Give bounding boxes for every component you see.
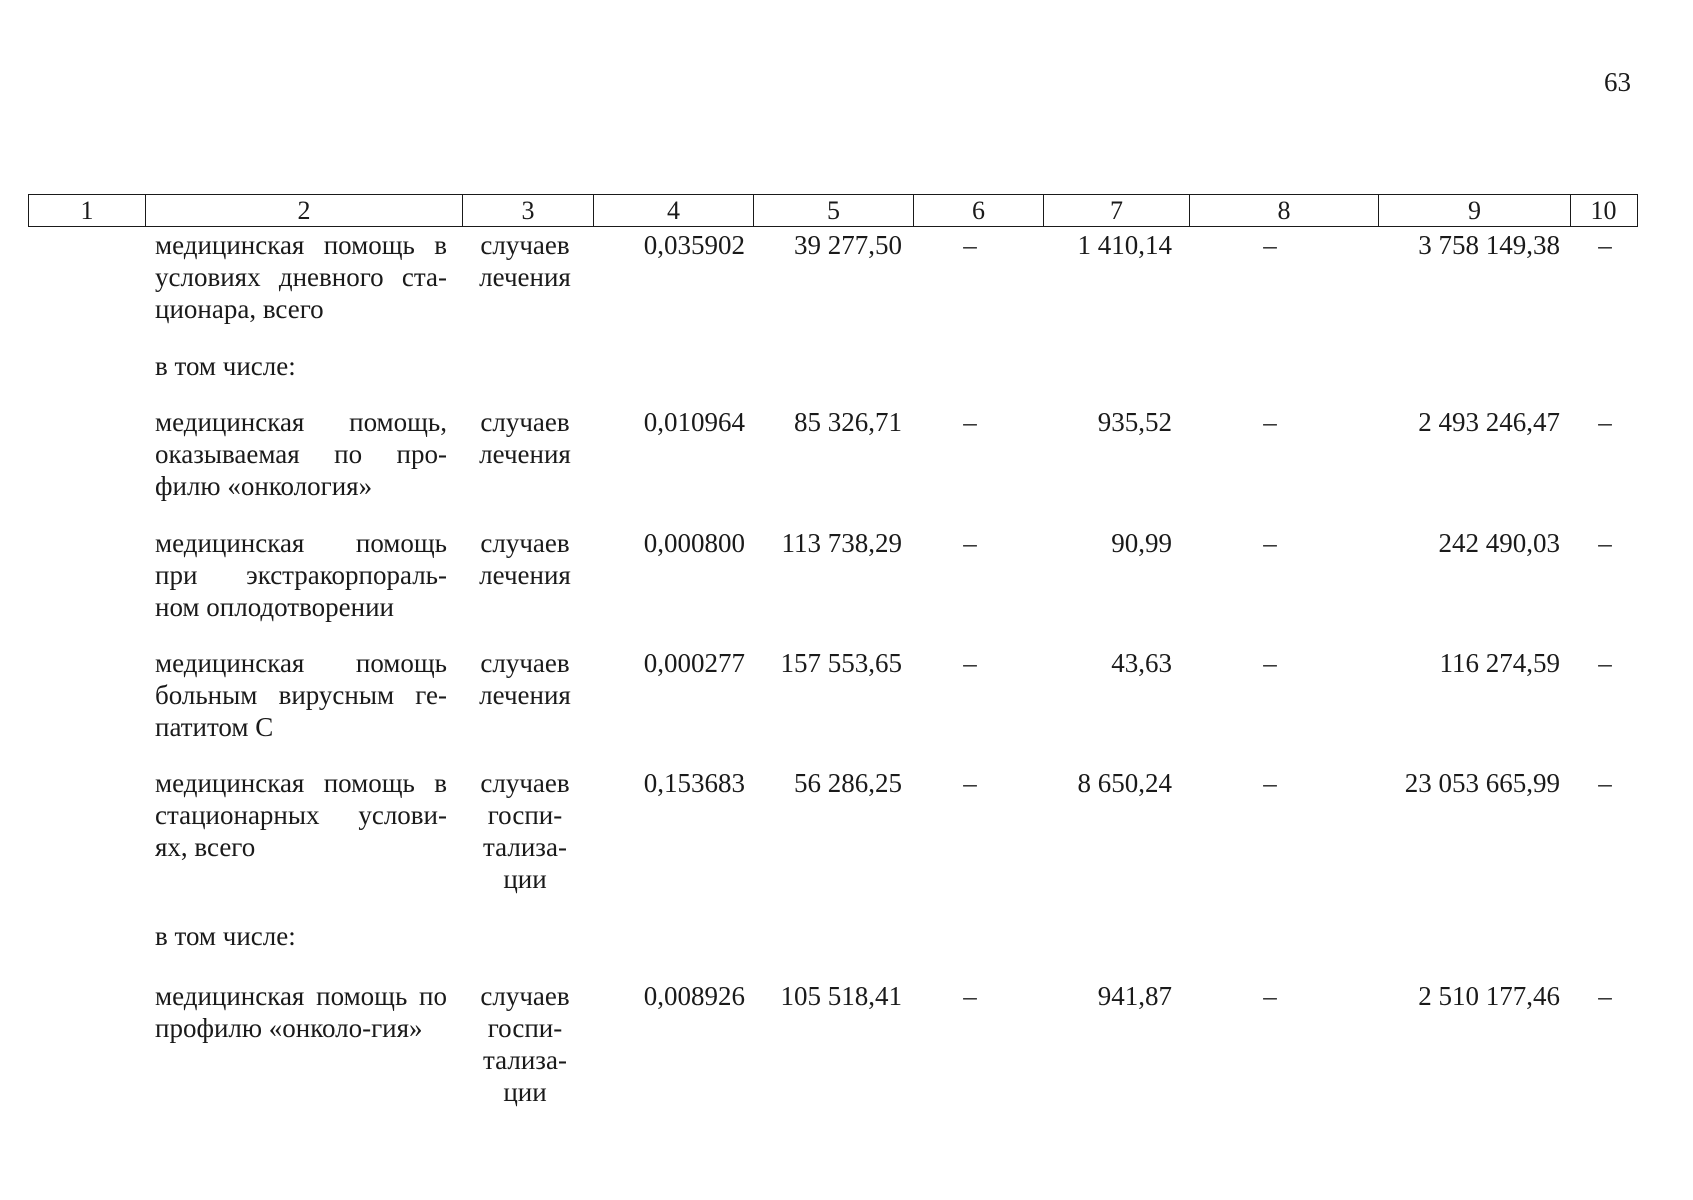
row-col-5: 113 738,29 <box>781 528 902 558</box>
row-col-5: 157 553,65 <box>780 648 902 678</box>
row-col-8: – <box>1263 528 1277 558</box>
row-col-10: – <box>1598 648 1612 678</box>
row-col-7: 43,63 <box>1111 648 1172 678</box>
subheading: в том числе: <box>155 351 296 381</box>
row-col-6: – <box>963 528 977 558</box>
row-col-7: 935,52 <box>1097 407 1172 437</box>
row-name: медицинская помощь больным вирусным ге-патитом С <box>155 648 447 742</box>
column-number-header <box>28 194 1638 227</box>
row-col-10: – <box>1598 981 1612 1011</box>
row-col-10: – <box>1598 768 1612 798</box>
row-col-5: 85 326,71 <box>794 407 902 437</box>
header-col-2: 2 <box>145 195 462 226</box>
header-col-6: 6 <box>913 195 1043 226</box>
row-col-5: 105 518,41 <box>780 981 902 1011</box>
page-number: 63 <box>1604 67 1631 97</box>
row-col-6: – <box>963 230 977 260</box>
row-unit: случаев госпи-тализа-ции <box>480 768 570 894</box>
row-col-4: 0,000277 <box>643 648 745 678</box>
row-col-8: – <box>1263 648 1277 678</box>
row-col-4: 0,153683 <box>643 768 745 798</box>
header-col-8: 8 <box>1189 195 1378 226</box>
row-unit: случаев лечения <box>479 648 571 710</box>
row-col-4: 0,035902 <box>643 230 745 260</box>
row-col-7: 1 410,14 <box>1077 230 1172 260</box>
row-unit: случаев лечения <box>479 407 571 469</box>
row-col-5: 39 277,50 <box>794 230 902 260</box>
row-col-8: – <box>1263 230 1277 260</box>
row-unit: случаев лечения <box>479 528 571 590</box>
row-col-6: – <box>963 981 977 1011</box>
row-name: медицинская помощь при экстракорпораль-ном оплодотворении <box>155 528 447 622</box>
row-col-5: 56 286,25 <box>794 768 902 798</box>
header-col-7: 7 <box>1043 195 1189 226</box>
header-col-5: 5 <box>753 195 913 226</box>
row-col-8: – <box>1263 768 1277 798</box>
row-unit: случаев лечения <box>479 230 571 292</box>
header-col-3: 3 <box>462 195 593 226</box>
row-unit: случаев госпи-тализа-ции <box>480 981 570 1107</box>
row-col-9: 116 274,59 <box>1439 648 1560 678</box>
row-col-7: 90,99 <box>1111 528 1172 558</box>
row-col-6: – <box>963 407 977 437</box>
row-name: медицинская помощь по профилю «онколо-гия» <box>155 981 447 1043</box>
row-name: медицинская помощь в стационарных услови-ях, всего <box>155 768 447 862</box>
row-name: медицинская помощь, оказываемая по про-филю «онкология» <box>155 407 447 501</box>
row-col-4: 0,000800 <box>643 528 745 558</box>
header-col-4: 4 <box>593 195 753 226</box>
subheading: в том числе: <box>155 921 296 951</box>
row-col-7: 941,87 <box>1097 981 1172 1011</box>
row-col-6: – <box>963 648 977 678</box>
row-col-10: – <box>1598 230 1612 260</box>
row-col-10: – <box>1598 528 1612 558</box>
row-col-6: – <box>963 768 977 798</box>
row-col-4: 0,008926 <box>643 981 745 1011</box>
row-col-9: 23 053 665,99 <box>1404 768 1560 798</box>
row-col-8: – <box>1263 981 1277 1011</box>
header-col-9: 9 <box>1378 195 1570 226</box>
row-col-9: 242 490,03 <box>1438 528 1560 558</box>
row-name: медицинская помощь в условиях дневного ста-ционара, всего <box>155 230 447 324</box>
row-col-9: 3 758 149,38 <box>1418 230 1560 260</box>
header-col-1: 1 <box>80 196 94 225</box>
header-col-10: 10 <box>1570 195 1636 226</box>
row-col-9: 2 493 246,47 <box>1418 407 1560 437</box>
row-col-8: – <box>1263 407 1277 437</box>
row-col-4: 0,010964 <box>643 407 745 437</box>
row-col-10: – <box>1598 407 1612 437</box>
row-col-7: 8 650,24 <box>1077 768 1172 798</box>
row-col-9: 2 510 177,46 <box>1418 981 1560 1011</box>
